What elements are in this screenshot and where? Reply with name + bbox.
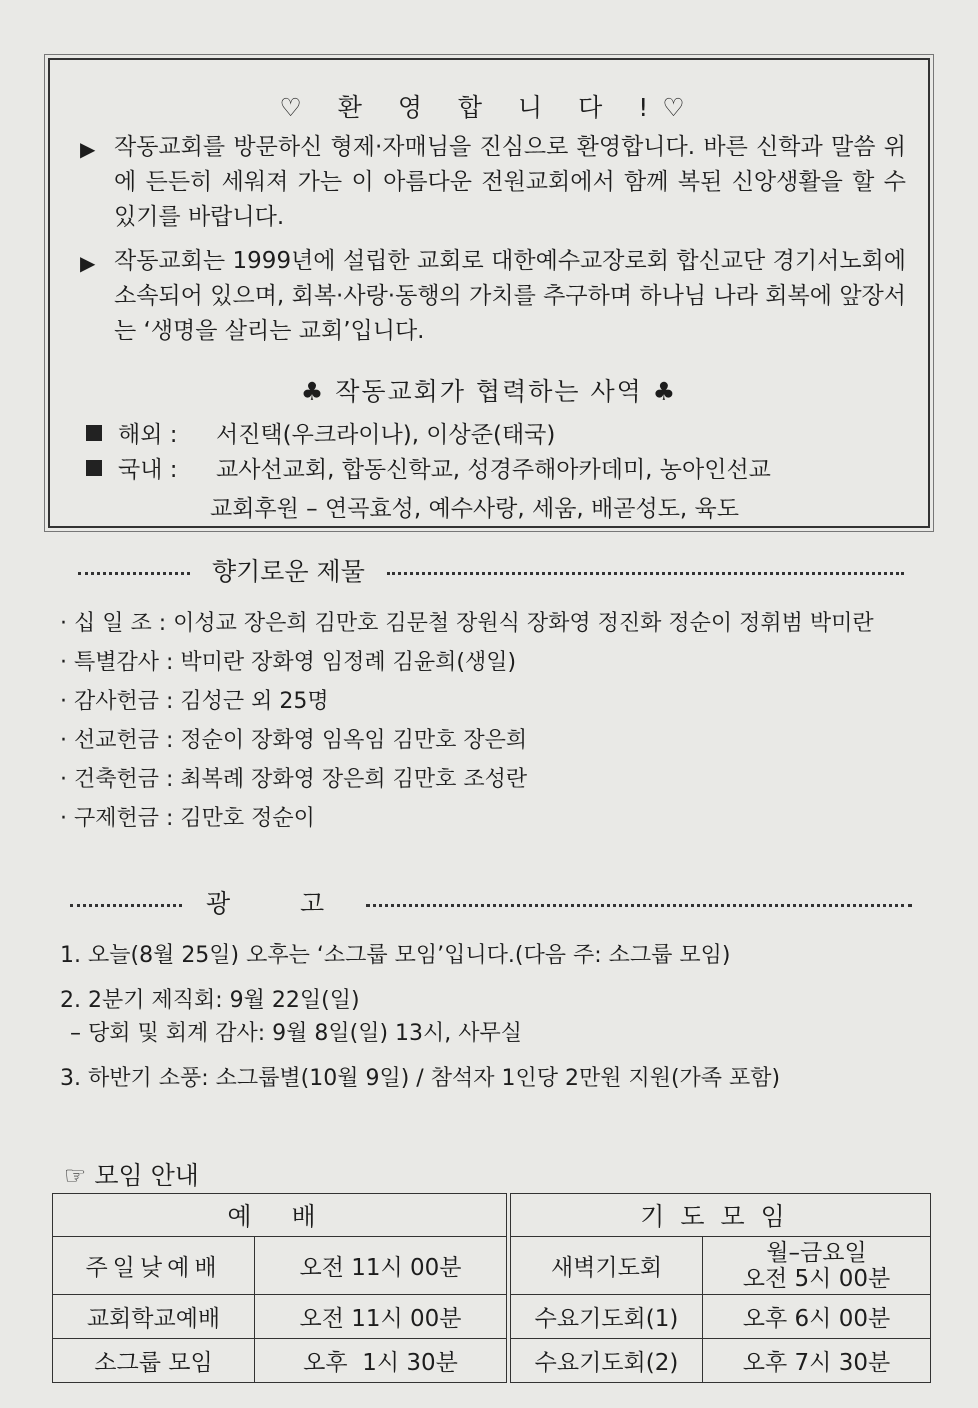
worship-time: 오전 11시 00분 <box>255 1295 507 1339</box>
dotted-rule <box>78 572 190 575</box>
mission-overseas-label: 해외 : <box>118 422 178 448</box>
table-row <box>53 1339 931 1383</box>
giving-heading: 향기로운 제물 <box>212 557 365 586</box>
worship-time: 오후 1시 30분 <box>255 1339 507 1383</box>
announcement-item-3: 3. 하반기 소풍: 소그룹별(10월 9일) / 참석자 1인당 2만원 지원(가족 포함) <box>60 1066 781 1091</box>
mission-domestic-label: 국내 : <box>118 457 178 483</box>
welcome-box <box>48 58 930 528</box>
mission-overseas-value: 서진택(우크라이나), 이상준(태국) <box>216 422 556 448</box>
table-header-row <box>53 1194 931 1237</box>
giving-row-tithe: · 십 일 조 : 이성교 장은희 김만호 김문철 장원식 장화영 정진화 정순이 정휘범 박미란 <box>60 611 874 636</box>
giving-row-special: · 특별감사 : 박미란 장화영 임정례 김윤희(생일) <box>60 650 517 675</box>
triangle-right-icon: ▶ <box>80 251 96 275</box>
giving-row-mission: · 선교헌금 : 정순이 장화영 임옥임 김만호 장은희 <box>60 728 528 753</box>
meetings-title: ☞ 모임 안내 <box>64 1161 199 1190</box>
announcement-item-1: 1. 오늘(8월 25일) 오후는 ‘소그룹 모임’입니다.(다음 주: 소그룹 모임) <box>60 943 731 968</box>
prayer-name: 새벽기도회 <box>511 1237 703 1295</box>
prayer-header: 기도모임 <box>511 1194 931 1237</box>
giving-heading-row <box>78 552 904 588</box>
giving-row-building: · 건축헌금 : 최복례 장화영 장은희 김만호 조성란 <box>60 767 528 792</box>
dotted-rule <box>70 904 182 907</box>
table-row <box>53 1295 931 1339</box>
announcement-subitem: – 당회 및 회계 감사: 9월 8일(일) 13시, 사무실 <box>70 1021 523 1046</box>
worship-header: 예 배 <box>53 1194 507 1237</box>
giving-row-relief: · 구제헌금 : 김만호 정순이 <box>60 806 315 831</box>
welcome-title: ♡ 환 영 합 니 다 !♡ <box>279 93 699 122</box>
dotted-rule <box>387 572 904 575</box>
table-row <box>53 1237 931 1295</box>
worship-name: 교회학교예배 <box>53 1295 255 1339</box>
mission-domestic-value-2: 교회후원 – 연곡효성, 예수사랑, 세움, 배곧성도, 육도 <box>210 496 739 522</box>
prayer-name: 수요기도회(2) <box>511 1339 703 1383</box>
worship-name: 주일낮예배 <box>53 1237 255 1295</box>
worship-name: 소그룹 모임 <box>53 1339 255 1383</box>
announcements-heading: 광 고 <box>206 889 343 918</box>
prayer-time <box>703 1237 931 1295</box>
square-bullet-icon <box>86 425 102 441</box>
dotted-rule <box>366 904 912 907</box>
prayer-days: 월–금요일 <box>766 1239 867 1266</box>
prayer-time: 오후 7시 30분 <box>703 1339 931 1383</box>
welcome-paragraph-2: ▶ 작동교회는 1999년에 설립한 교회로 대한예수교장로회 합신교단 경기서노회에 소속되어 있으며, 회복·사랑·동행의 가치를 추구하며 하나님 나라 회복에 앞장서는 ‘생명을 살리는 교회’입니다. <box>80 248 906 344</box>
mission-domestic-value: 교사선교회, 합동신학교, 성경주해아카데미, 농아인선교 <box>216 457 771 483</box>
worship-time: 오전 11시 00분 <box>255 1237 507 1295</box>
prayer-name: 수요기도회(1) <box>511 1295 703 1339</box>
prayer-time: 오후 6시 00분 <box>703 1295 931 1339</box>
announcements-heading-row <box>70 884 912 920</box>
welcome-paragraph-1: ▶ 작동교회를 방문하신 형제·자매님을 진심으로 환영합니다. 바른 신학과 말씀 위에 든든히 세워져 가는 이 아름다운 전원교회에서 함께 복된 신앙생활을 할 수 있기를 바랍니다. <box>80 134 906 230</box>
giving-row-thanks: · 감사헌금 : 김성근 외 25명 <box>60 689 329 714</box>
square-bullet-icon <box>86 460 102 476</box>
meetings-table <box>52 1193 931 1383</box>
announcement-item-2: 2. 2분기 제직회: 9월 22일(일) <box>60 988 360 1013</box>
mission-title: ♣ 작동교회가 협력하는 사역 ♣ <box>300 377 678 406</box>
triangle-right-icon: ▶ <box>80 137 96 161</box>
mission-overseas-row <box>86 418 555 452</box>
mission-domestic-row <box>86 453 771 487</box>
prayer-hour: 오전 5시 00분 <box>742 1265 891 1292</box>
